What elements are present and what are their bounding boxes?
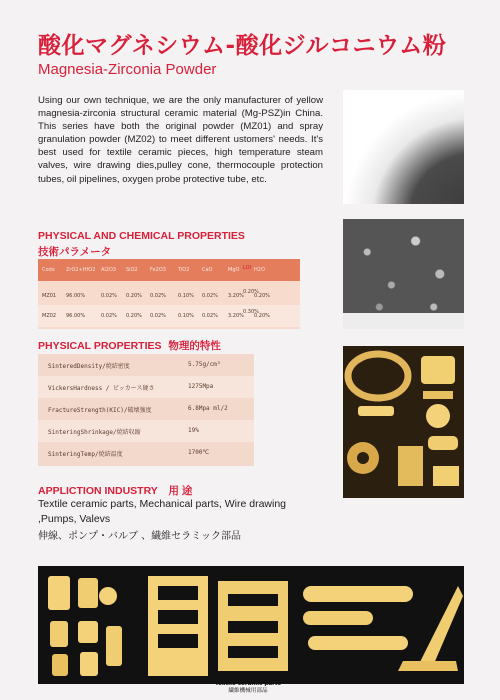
table-cell: 3.20%	[228, 293, 244, 299]
property-value: 1700℃	[188, 449, 210, 456]
application-heading-jp: 用 途	[168, 485, 193, 497]
ceramic-parts-illustration	[343, 346, 464, 498]
table-row	[38, 354, 254, 376]
property-label: SinteringShrinkage/焼結収縮	[48, 429, 141, 436]
micrograph-photo	[343, 219, 464, 329]
table-cell: 0.10%	[178, 293, 194, 299]
table-cell: 96.00%	[66, 313, 86, 319]
page-title-jp: 酸化マグネシウム-酸化ジルコニウム粉	[38, 33, 447, 59]
property-label: VickersHardness / ビッカース硬さ	[48, 385, 155, 392]
table-cell: 0.02%	[202, 313, 218, 319]
table-cell: 0.02%	[101, 293, 117, 299]
table-cell: 0.02%	[150, 293, 166, 299]
caption-line-en: Textile ceramic parts	[215, 681, 281, 687]
application-heading-en: APPLICTION INDUSTRY	[38, 485, 158, 497]
application-text-jp: 伸線、ポンプ・バルブ 、繊維セラミック部品	[38, 531, 241, 542]
property-label: SinteringTemp/焼結温度	[48, 451, 123, 458]
powder-photo	[343, 90, 464, 204]
table-cell: 0.20%	[254, 293, 270, 299]
column-header: H2O	[254, 267, 265, 273]
section-heading-properties: PHYSICAL AND CHEMICAL PROPERTIES	[38, 230, 245, 242]
application-text-en: Textile ceramic parts, Mechanical parts, Wire drawing ,Pumps, Valevs	[38, 498, 287, 525]
section-heading-physical	[38, 338, 221, 353]
column-header: CaO	[202, 267, 213, 273]
column-header: MgO	[228, 267, 240, 273]
physical-heading-en: PHYSICAL PROPERTIES	[38, 340, 162, 352]
table-cell: 0.20%	[254, 313, 270, 319]
table-cell: 0.02%	[202, 293, 218, 299]
page-title-en: Magnesia-Zirconia Powder	[38, 61, 217, 78]
table-cell: 96.00%	[66, 293, 86, 299]
column-header: LOI	[243, 265, 252, 271]
physical-table	[38, 354, 254, 466]
table-row	[38, 376, 254, 398]
loi-column	[240, 259, 262, 329]
micrograph-scale-bar	[343, 313, 464, 329]
property-value: 6.8Mpa ml/2	[188, 405, 228, 412]
column-header: Code	[42, 267, 55, 273]
physical-heading-jp: 物理的特性	[168, 340, 221, 352]
table-cell: 0.30%	[243, 309, 259, 315]
table-row	[38, 398, 254, 420]
column-header: ZrO2+HfO2	[66, 267, 96, 273]
ceramic-parts-photo	[343, 346, 464, 498]
table-cell: 0.20%	[126, 313, 142, 319]
textile-parts-illustration	[38, 566, 464, 684]
column-header: Al2O3	[101, 267, 117, 273]
table-row	[38, 442, 254, 464]
property-value: 19%	[188, 427, 199, 434]
property-label: FractureStrength(KIC)/破壊強度	[48, 407, 152, 414]
table-cell: 3.20%	[228, 313, 244, 319]
photo-caption	[215, 681, 281, 695]
intro-paragraph: Using our own technique, we are the only manufacturer of yellow magnesia-zirconia structural ceramic material (Mg-PSZ)in China. This series have both the original powder (MZ01) and spray granulation powder (MZ02) to meet different ustomers' needs. It's best used for textile ceramic pieces, high temperature steam valves, wire drawing dies,pulley cone, thermocouple protection tubes, oil pipelines, oxygen probe protective tube, etc.	[38, 95, 323, 185]
table-cell: MZ02	[42, 313, 57, 319]
caption-line-jp: 繊維機械用部品	[228, 688, 268, 694]
textile-parts-photo	[38, 566, 464, 684]
table-cell: 0.20%	[243, 289, 259, 295]
table-cell: MZ01	[42, 293, 57, 299]
property-value: 5.75g/cm³	[188, 361, 221, 368]
table-row	[38, 420, 254, 442]
table-cell: 0.20%	[126, 293, 142, 299]
section-heading-properties-jp: 技術パラメータ	[38, 246, 112, 258]
column-header: SiO2	[126, 267, 138, 273]
table-cell: 0.02%	[101, 313, 117, 319]
property-label: SinteredDensity/焼結密度	[48, 363, 130, 370]
section-heading-application	[38, 483, 192, 498]
table-cell: 0.02%	[150, 313, 166, 319]
column-header: Fe2O3	[150, 267, 166, 273]
column-header: TiO2	[178, 267, 190, 273]
table-cell: 0.10%	[178, 313, 194, 319]
property-value: 1275Mpa	[188, 383, 214, 390]
